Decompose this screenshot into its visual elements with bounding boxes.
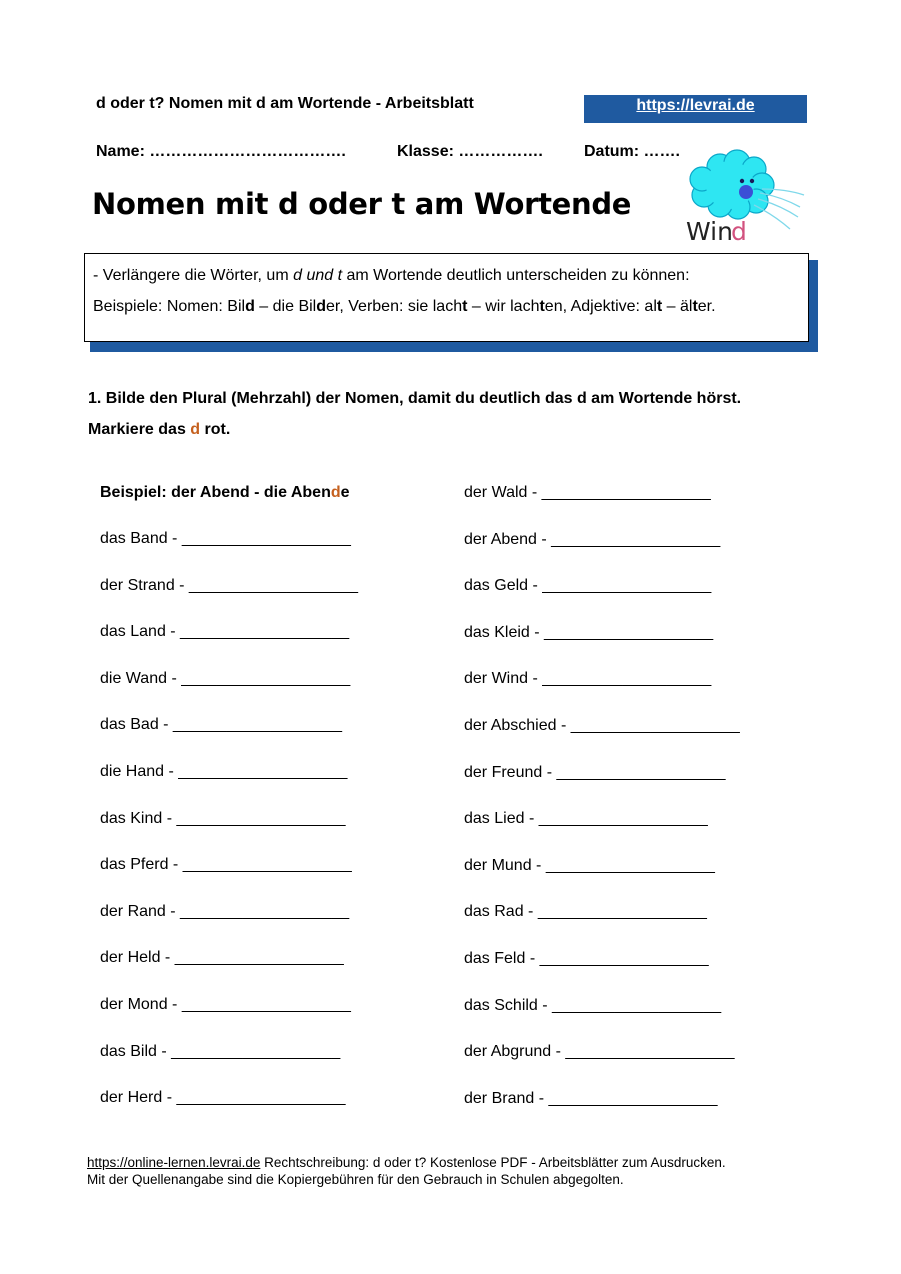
instruction-line-2: Beispiele: Nomen: Bild – die Bilder, Verben: sie lacht – wir lachten, Adjektive: alt – älter. <box>93 298 716 315</box>
list-item: das Feld - ___________________ <box>464 950 709 967</box>
list-item: das Band - ___________________ <box>100 530 351 547</box>
cloud-wind-icon <box>682 145 810 245</box>
list-item: der Strand - ___________________ <box>100 576 358 594</box>
task-instruction: 1. Bilde den Plural (Mehrzahl) der Nomen, damit du deutlich das d am Wortende hörst. Markiere das d rot. <box>88 390 742 438</box>
list-item: das Geld - ___________________ <box>464 577 712 595</box>
list-item: der Herd - ___________________ <box>100 1089 346 1107</box>
page-title: Nomen mit d oder t am Wortende <box>92 187 632 221</box>
list-item: die Wand - ___________________ <box>100 669 351 687</box>
list-item: der Rand - ___________________ <box>100 902 350 920</box>
footer-line-1: https://online-lernen.levrai.de Rechtschreibung: d oder t? Kostenlose PDF - Arbeitsblätter zum Ausdrucken. <box>87 1155 726 1170</box>
list-item: der Brand - ___________________ <box>464 1089 718 1107</box>
example-item: Beispiel: der Abend - die Abende <box>100 484 350 501</box>
list-item: der Mond - ___________________ <box>100 996 351 1013</box>
list-item: das Lied - ___________________ <box>464 810 708 828</box>
footer-link[interactable]: https://online-lernen.levrai.de <box>87 1155 261 1170</box>
instruction-line-1: - Verlängere die Wörter, um d und t am Wortende deutlich unterscheiden zu können: <box>93 267 690 284</box>
site-link[interactable]: https://levrai.de <box>584 95 807 123</box>
list-item: der Wind - ___________________ <box>464 670 712 688</box>
name-field: Name: ………………………………. <box>96 143 346 160</box>
list-item: das Pferd - ___________________ <box>100 856 352 874</box>
date-field: Datum: ……. <box>584 143 680 160</box>
instruction-box <box>84 253 809 342</box>
list-item: der Abend - ___________________ <box>464 530 721 548</box>
list-item: der Held - ___________________ <box>100 949 344 967</box>
footer <box>87 1154 726 1188</box>
footer-line-2: Mit der Quellenangabe sind die Kopiergebühren für den Gebrauch in Schulen abgegolten. <box>87 1172 624 1187</box>
list-item: das Kind - ___________________ <box>100 809 346 827</box>
document-title: d oder t? Nomen mit d am Wortende - Arbeitsblatt <box>96 95 474 112</box>
list-item: der Wald - ___________________ <box>464 484 711 501</box>
list-item: das Bad - ___________________ <box>100 716 342 734</box>
list-item: die Hand - ___________________ <box>100 763 348 780</box>
list-item: das Kleid - ___________________ <box>464 623 714 641</box>
logo-word: Win <box>686 217 733 245</box>
list-item: der Abgrund - ___________________ <box>464 1043 735 1061</box>
class-field: Klasse: ……………. <box>397 143 543 160</box>
list-item: das Rad - ___________________ <box>464 903 707 921</box>
list-item: der Abschied - ___________________ <box>464 717 740 734</box>
list-item: das Schild - ___________________ <box>464 996 722 1014</box>
list-item: der Mund - ___________________ <box>464 856 715 874</box>
logo-letter: d <box>731 217 747 245</box>
list-item: das Bild - ___________________ <box>100 1042 341 1060</box>
list-item: das Land - ___________________ <box>100 623 350 641</box>
list-item: der Freund - ___________________ <box>464 763 726 781</box>
